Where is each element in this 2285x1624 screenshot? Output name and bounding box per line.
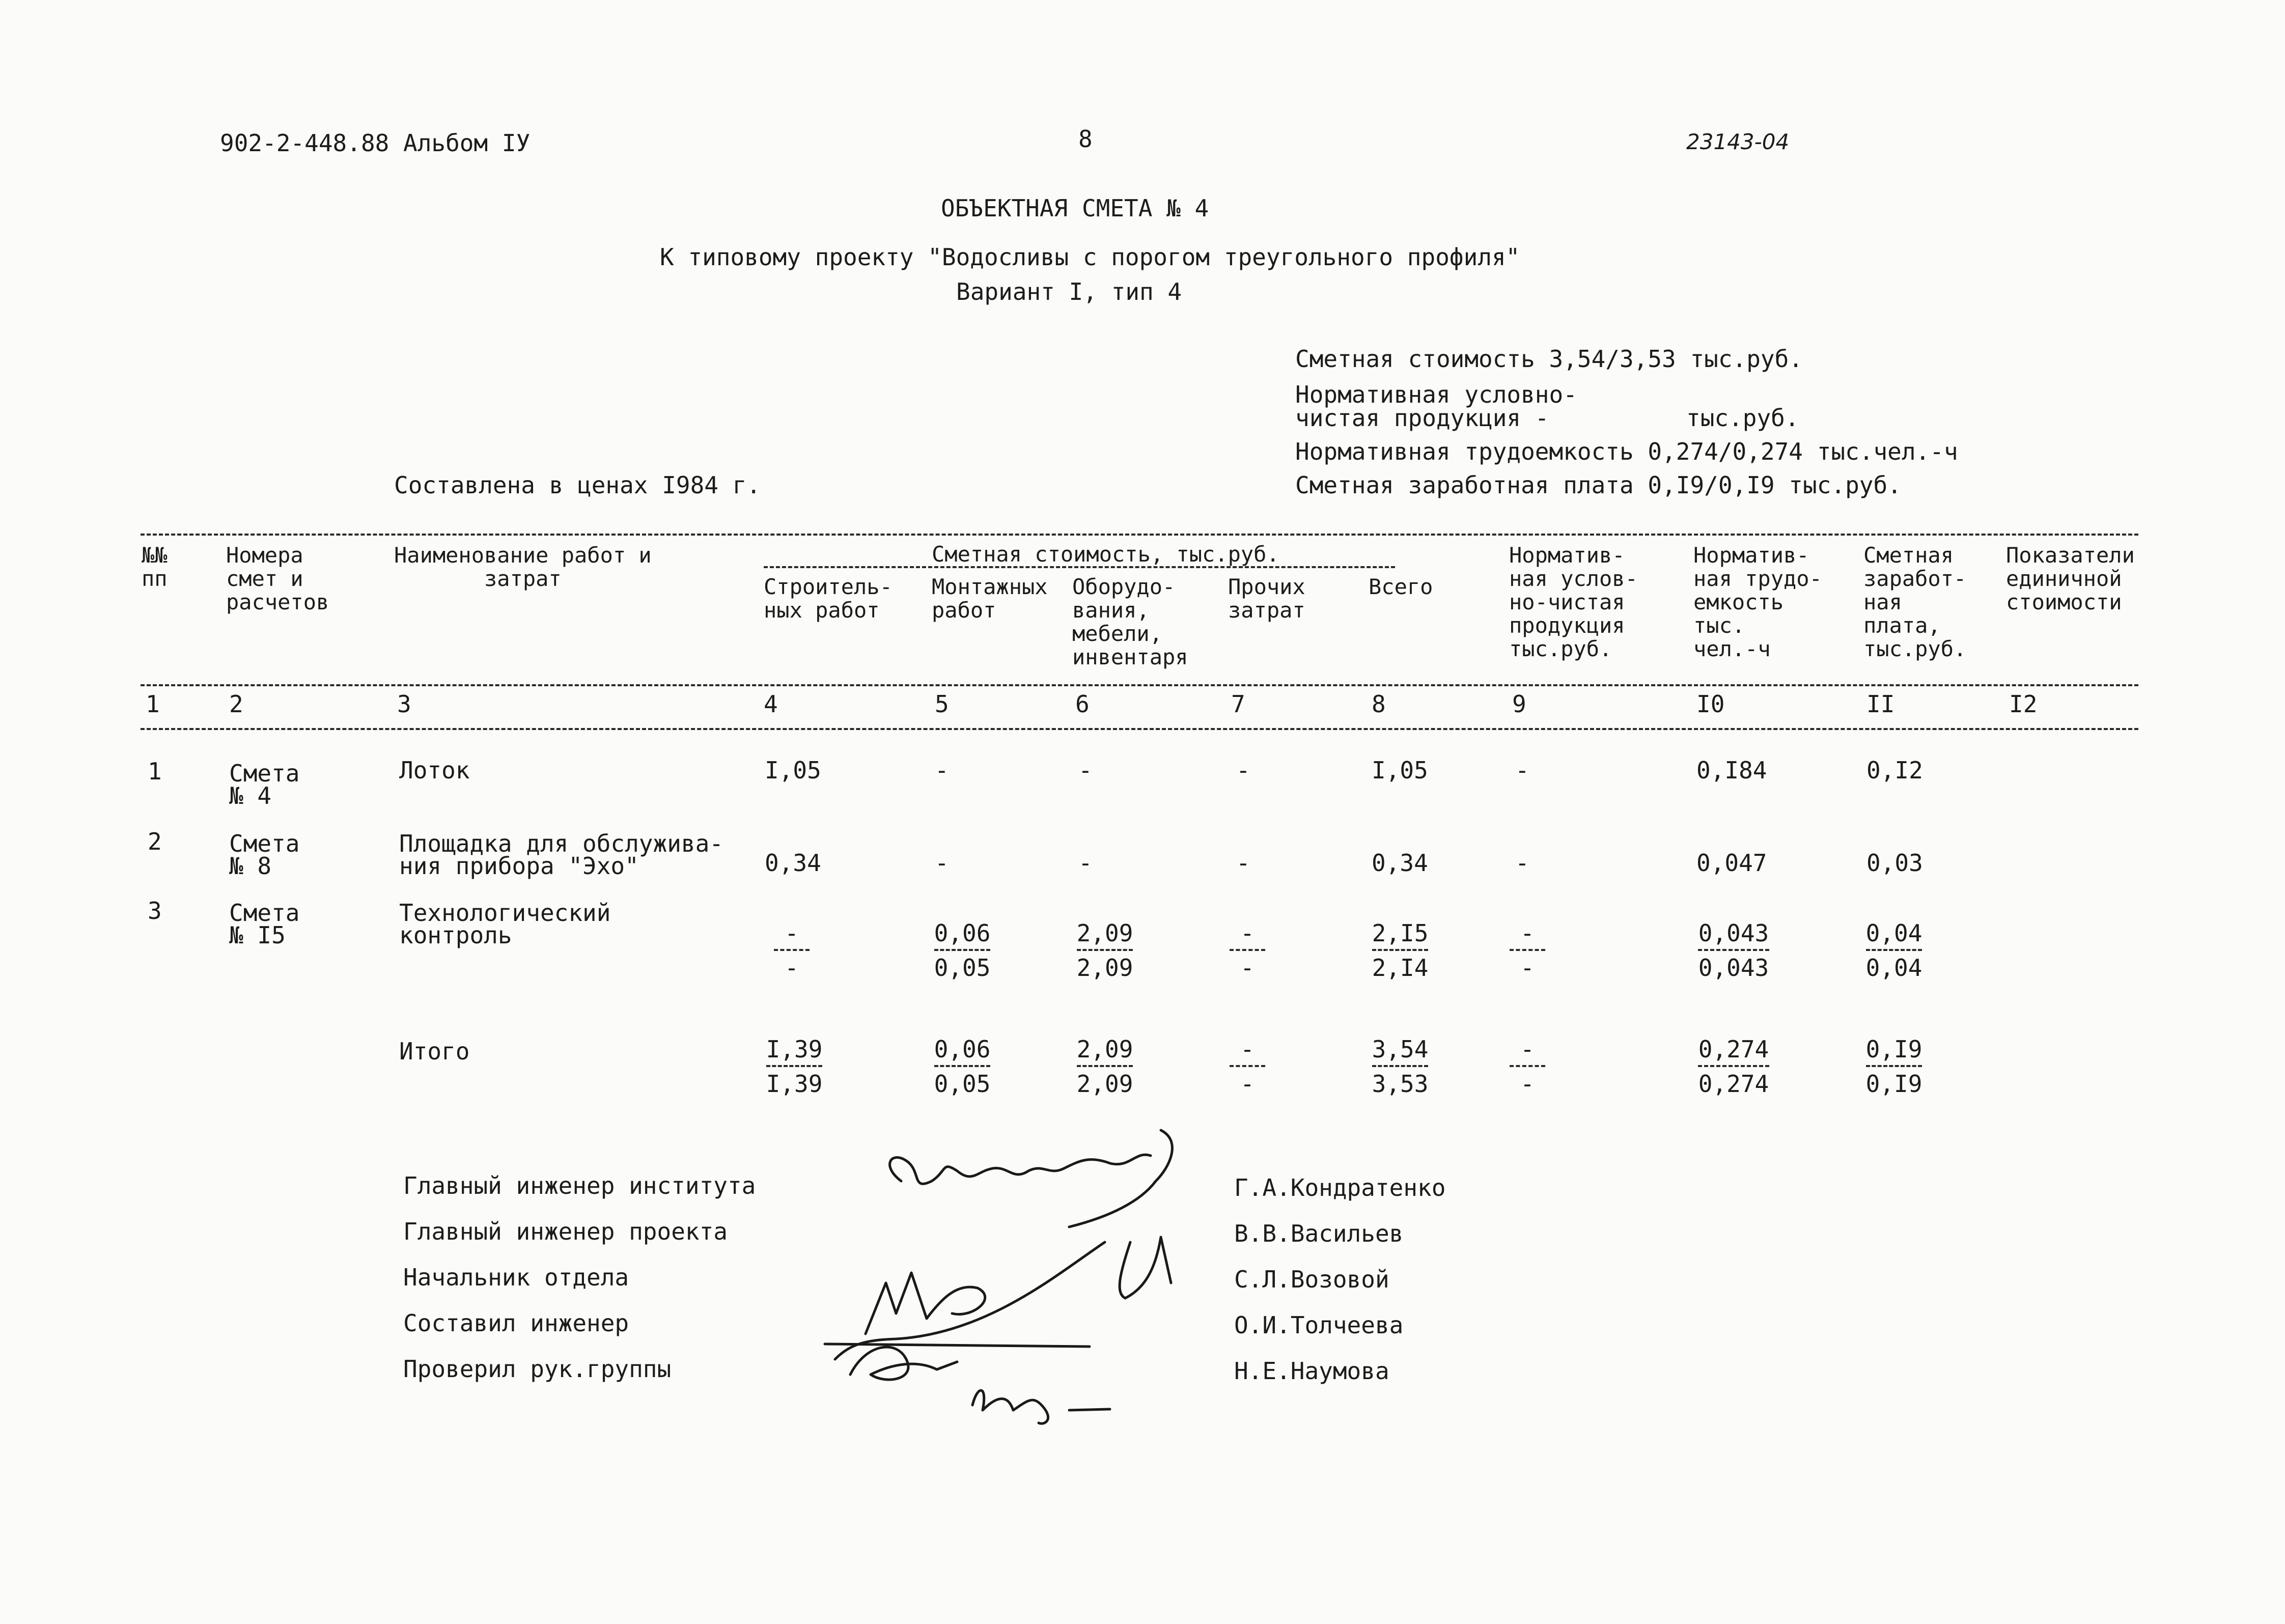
summary-net-product-line2: чистая продукция - <box>1295 404 1549 432</box>
signature-name: С.Л.Возовой <box>1234 1266 1389 1293</box>
cell-installation: 0,06 0,05 <box>934 919 991 982</box>
summary-wages: Сметная заработная плата 0,I9/0,I9 тыс.руб. <box>1295 471 1902 499</box>
signature-stroke <box>1069 1130 1172 1227</box>
cell-net-product: - <box>1515 849 1529 877</box>
header-group-cost: Сметная стоимость, тыс.руб. <box>932 542 1279 567</box>
row-number: 1 <box>148 758 162 785</box>
row-name: Площадка для обслужива- <box>399 830 723 857</box>
cell-construction: 0,34 <box>765 849 821 877</box>
cell-net-product: - <box>1515 757 1529 784</box>
header-col-construction: Строитель- ных работ <box>764 574 893 623</box>
cell-installation: - <box>935 757 949 784</box>
cell-equipment: 2,09 2,09 <box>1076 919 1133 982</box>
row-name: Технологический <box>399 899 611 927</box>
cell-labor: 0,043 0,043 <box>1698 919 1769 982</box>
total-other: - - <box>1227 1038 1268 1096</box>
cell-total: I,05 <box>1372 757 1428 784</box>
total-net-product: - - <box>1507 1038 1548 1096</box>
cell-wages: 0,03 <box>1866 849 1923 877</box>
col-number-8: 8 <box>1372 690 1386 718</box>
row-ref: Смета <box>229 760 300 787</box>
col-number-2: 2 <box>229 690 243 718</box>
header-col-wages: Сметная заработ- ная плата, тыс.руб. <box>1863 543 1967 661</box>
col-number-11: II <box>1866 690 1895 718</box>
prices-year: Составлена в ценах I984 г. <box>394 471 761 499</box>
row-ref: Смета <box>229 899 300 927</box>
col-number-10: I0 <box>1696 690 1725 718</box>
row-ref-number: № I5 <box>229 921 286 949</box>
signature-stroke <box>972 1390 1048 1423</box>
row-number: 3 <box>148 897 162 925</box>
document-code: 902-2-448.88 Альбом IУ <box>220 129 531 157</box>
row-name-continued: ния прибора "Эхо" <box>399 852 639 880</box>
header-col-net-product: Норматив- ная услов- но-чистая продукция тыс.руб. <box>1509 543 1638 661</box>
col-number-6: 6 <box>1075 690 1090 718</box>
signature-role: Проверил рук.группы <box>403 1355 672 1383</box>
col-number-9: 9 <box>1512 690 1526 718</box>
signature-role: Главный инженер института <box>403 1172 756 1199</box>
signature-role: Начальник отдела <box>403 1264 629 1291</box>
cell-other: - <box>1236 849 1250 877</box>
col-number-12: I2 <box>2009 690 2038 718</box>
estimate-title: ОБЪЕКТНАЯ СМЕТА № 4 <box>941 194 1209 222</box>
page-number: 8 <box>1078 125 1093 153</box>
signature-name: О.И.Толчеева <box>1234 1311 1404 1339</box>
cell-other: - - <box>1227 921 1268 979</box>
project-title: К типовому проекту "Водосливы с порогом треугольного профиля" <box>660 243 1520 271</box>
inventory-number: 23143-04 <box>1686 129 1790 154</box>
row-ref-number: № 4 <box>229 782 272 809</box>
header-col-other: Прочих затрат <box>1228 574 1305 623</box>
header-col-total: Всего <box>1369 574 1433 599</box>
header-rule-bottom <box>141 728 2138 730</box>
signature-stroke <box>890 1155 1151 1184</box>
row-name: Лоток <box>399 757 470 784</box>
cell-total: 2,I5 2,I4 <box>1372 919 1429 982</box>
signature-name: Н.Е.Наумова <box>1234 1357 1389 1385</box>
header-col-number: №№ пп <box>142 543 168 591</box>
cell-total: 0,34 <box>1372 849 1428 877</box>
col-number-7: 7 <box>1231 690 1245 718</box>
header-col-equipment: Оборудо- вания, мебели, инвентаря <box>1072 574 1188 669</box>
total-installation: 0,06 0,05 <box>934 1035 991 1098</box>
cell-other: - <box>1236 757 1250 784</box>
total-label: Итого <box>399 1038 470 1065</box>
header-col-labor: Норматив- ная трудо- емкость тыс. чел.-ч <box>1693 543 1822 661</box>
signature-role: Составил инженер <box>403 1309 629 1337</box>
cell-equipment: - <box>1078 757 1093 784</box>
signature-stroke <box>1120 1237 1171 1298</box>
signature-name: Г.А.Кондратенко <box>1234 1174 1446 1201</box>
summary-net-product-unit: тыс.руб. <box>1686 404 1799 432</box>
col-number-4: 4 <box>764 690 778 718</box>
header-rule-mid <box>141 684 2138 686</box>
row-ref: Смета <box>229 830 300 857</box>
total-construction: I,39 I,39 <box>766 1035 823 1098</box>
cell-wages: 0,I2 <box>1866 757 1923 784</box>
cell-labor: 0,047 <box>1696 849 1767 877</box>
header-rule-top <box>141 534 2138 536</box>
cell-wages: 0,04 0,04 <box>1865 919 1922 982</box>
signature-stroke <box>825 1344 1090 1347</box>
header-col-refs: Номера смет и расчетов <box>226 543 329 614</box>
col-number-3: 3 <box>397 690 411 718</box>
summary-cost: Сметная стоимость 3,54/3,53 тыс.руб. <box>1295 345 1803 373</box>
cell-installation: - <box>935 849 949 877</box>
signature-name: В.В.Васильев <box>1234 1220 1404 1247</box>
cell-net-product: - - <box>1507 921 1548 979</box>
cell-labor: 0,I84 <box>1696 757 1767 784</box>
signature-stroke <box>850 1347 957 1380</box>
header-col-name: Наименование работ и затрат <box>394 543 652 591</box>
row-number: 2 <box>148 828 162 855</box>
total-labor: 0,274 0,274 <box>1698 1035 1769 1098</box>
total-total: 3,54 3,53 <box>1372 1035 1429 1098</box>
signature-stroke <box>1069 1409 1110 1410</box>
col-number-1: 1 <box>146 690 160 718</box>
total-equipment: 2,09 2,09 <box>1076 1035 1133 1098</box>
col-number-5: 5 <box>935 690 949 718</box>
cell-equipment: - <box>1078 849 1093 877</box>
summary-labor: Нормативная трудоемкость 0,274/0,274 тыс.чел.-ч <box>1295 438 1958 465</box>
summary-net-product-line1: Нормативная условно- <box>1295 381 1577 408</box>
handwritten-signatures <box>804 1120 1232 1425</box>
variant-title: Вариант I, тип 4 <box>956 278 1182 305</box>
cell-construction: I,05 <box>765 757 821 784</box>
signature-stroke <box>835 1242 1105 1359</box>
cell-construction: - - <box>764 921 820 979</box>
row-name-continued: контроль <box>399 921 512 949</box>
header-col-installation: Монтажных работ <box>932 574 1048 623</box>
total-wages: 0,I9 0,I9 <box>1865 1035 1922 1098</box>
header-col-indicators: Показатели единичной стоимости <box>2006 543 2135 614</box>
row-ref-number: № 8 <box>229 852 272 880</box>
signature-role: Главный инженер проекта <box>403 1218 728 1245</box>
